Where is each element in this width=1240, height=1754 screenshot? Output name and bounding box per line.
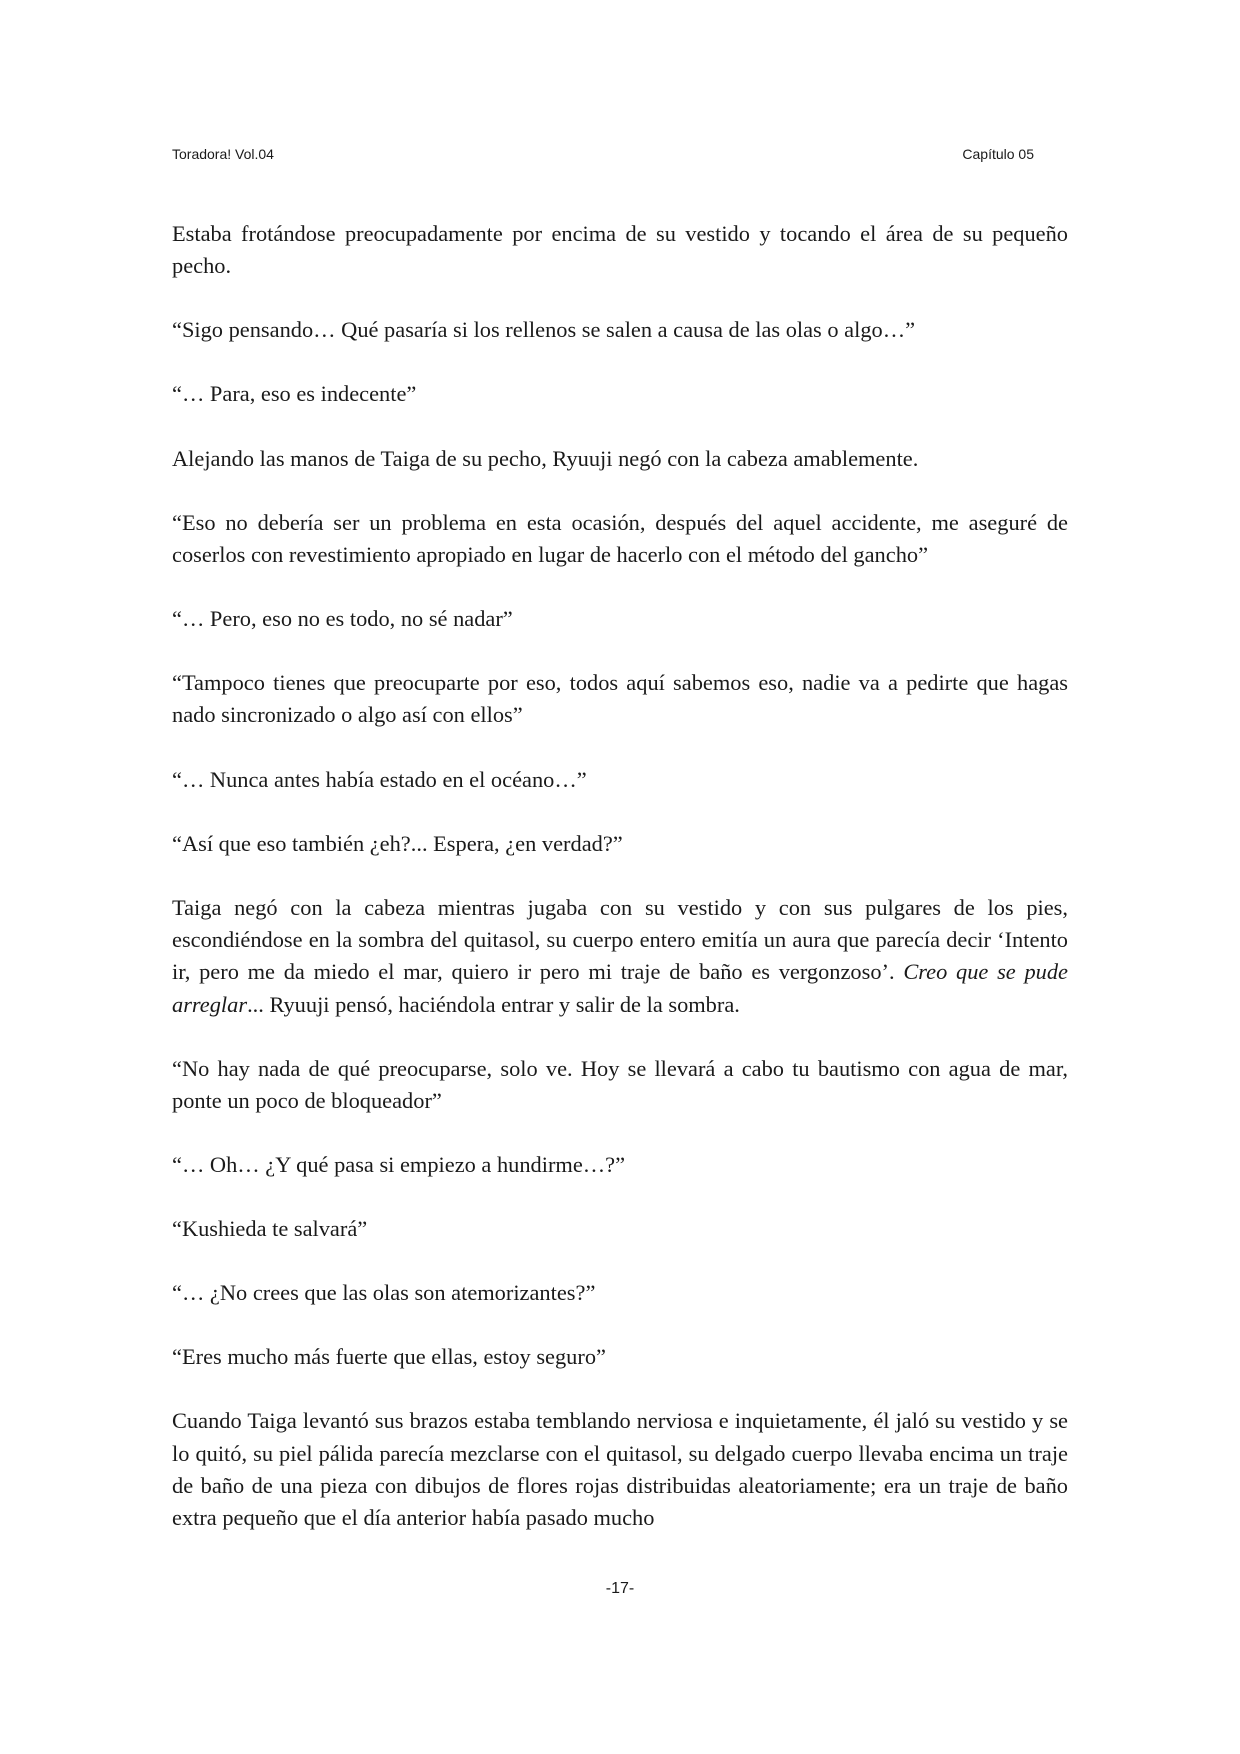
paragraph: “… ¿No crees que las olas son atemorizantes?” — [172, 1280, 596, 1306]
paragraph: “… Pero, eso no es todo, no sé nadar” — [172, 606, 513, 632]
book-title: Toradora! Vol.04 — [172, 146, 274, 162]
paragraph: “Eso no debería ser un problema en esta ocasión, después del aquel accidente, me aseguré de coserlos con revestimiento apropiado en lugar de hacerlo con el método del gancho” — [172, 509, 1068, 567]
paragraph — [172, 892, 1068, 1021]
page-header — [172, 146, 1034, 170]
page-number: -17- — [605, 1580, 635, 1597]
paragraph: Cuando Taiga levantó sus brazos estaba temblando nerviosa e inquietamente, él jaló su vestido y se lo quitó, su piel pálida parecía mezclarse con el quitasol, su delgado cuerpo llevaba encima un traje de baño de una pieza con dibujos de flores rojas distribuidas aleatoriamente; era un traje de baño extra pequeño que el día anterior había pasado mucho — [172, 1408, 1068, 1531]
paragraph: “… Oh… ¿Y qué pasa si empiezo a hundirme…?” — [172, 1152, 626, 1178]
paragraph: Estaba frotándose preocupadamente por encima de su vestido y tocando el área de su pequeño pecho. — [172, 221, 1068, 279]
paragraph: “… Nunca antes había estado en el océano…” — [172, 766, 587, 792]
paragraph: “Sigo pensando… Qué pasaría si los rellenos se salen a causa de las olas o algo…” — [172, 317, 916, 343]
paragraph: “Así que eso también ¿eh?... Espera, ¿en verdad?” — [172, 830, 623, 856]
paragraph: “… Para, eso es indecente” — [172, 381, 417, 407]
paragraph-text: ... Ryuuji pensó, haciéndola entrar y salir de la sombra. — [247, 991, 740, 1017]
italic-thought: Creo que se pude arreglar — [172, 959, 1068, 1017]
chapter-title: Capítulo 05 — [962, 146, 1034, 162]
paragraph-text: Taiga negó con la cabeza mientras jugaba con su vestido y con sus pulgares de los pies, escondiéndose en la sombra del quitasol, su cuerpo entero emitía un aura que parecía decir ‘Intento ir, pero me da miedo el mar, quiero ir pero mi traje de baño es vergonzoso’. — [172, 894, 1068, 985]
paragraph: “Eres mucho más fuerte que ellas, estoy seguro” — [172, 1344, 606, 1370]
paragraph: “No hay nada de qué preocuparse, solo ve. Hoy se llevará a cabo tu bautismo con agua de mar, ponte un poco de bloqueador” — [172, 1055, 1068, 1114]
body-text — [172, 218, 1068, 1566]
paragraph: Alejando las manos de Taiga de su pecho, Ryuuji negó con la cabeza amablemente. — [172, 445, 919, 471]
paragraph: “Kushieda te salvará” — [172, 1216, 368, 1242]
paragraph: “Tampoco tienes que preocuparte por eso, todos aquí sabemos eso, nadie va a pedirte que hagas nado sincronizado o algo así con ellos” — [172, 670, 1068, 728]
